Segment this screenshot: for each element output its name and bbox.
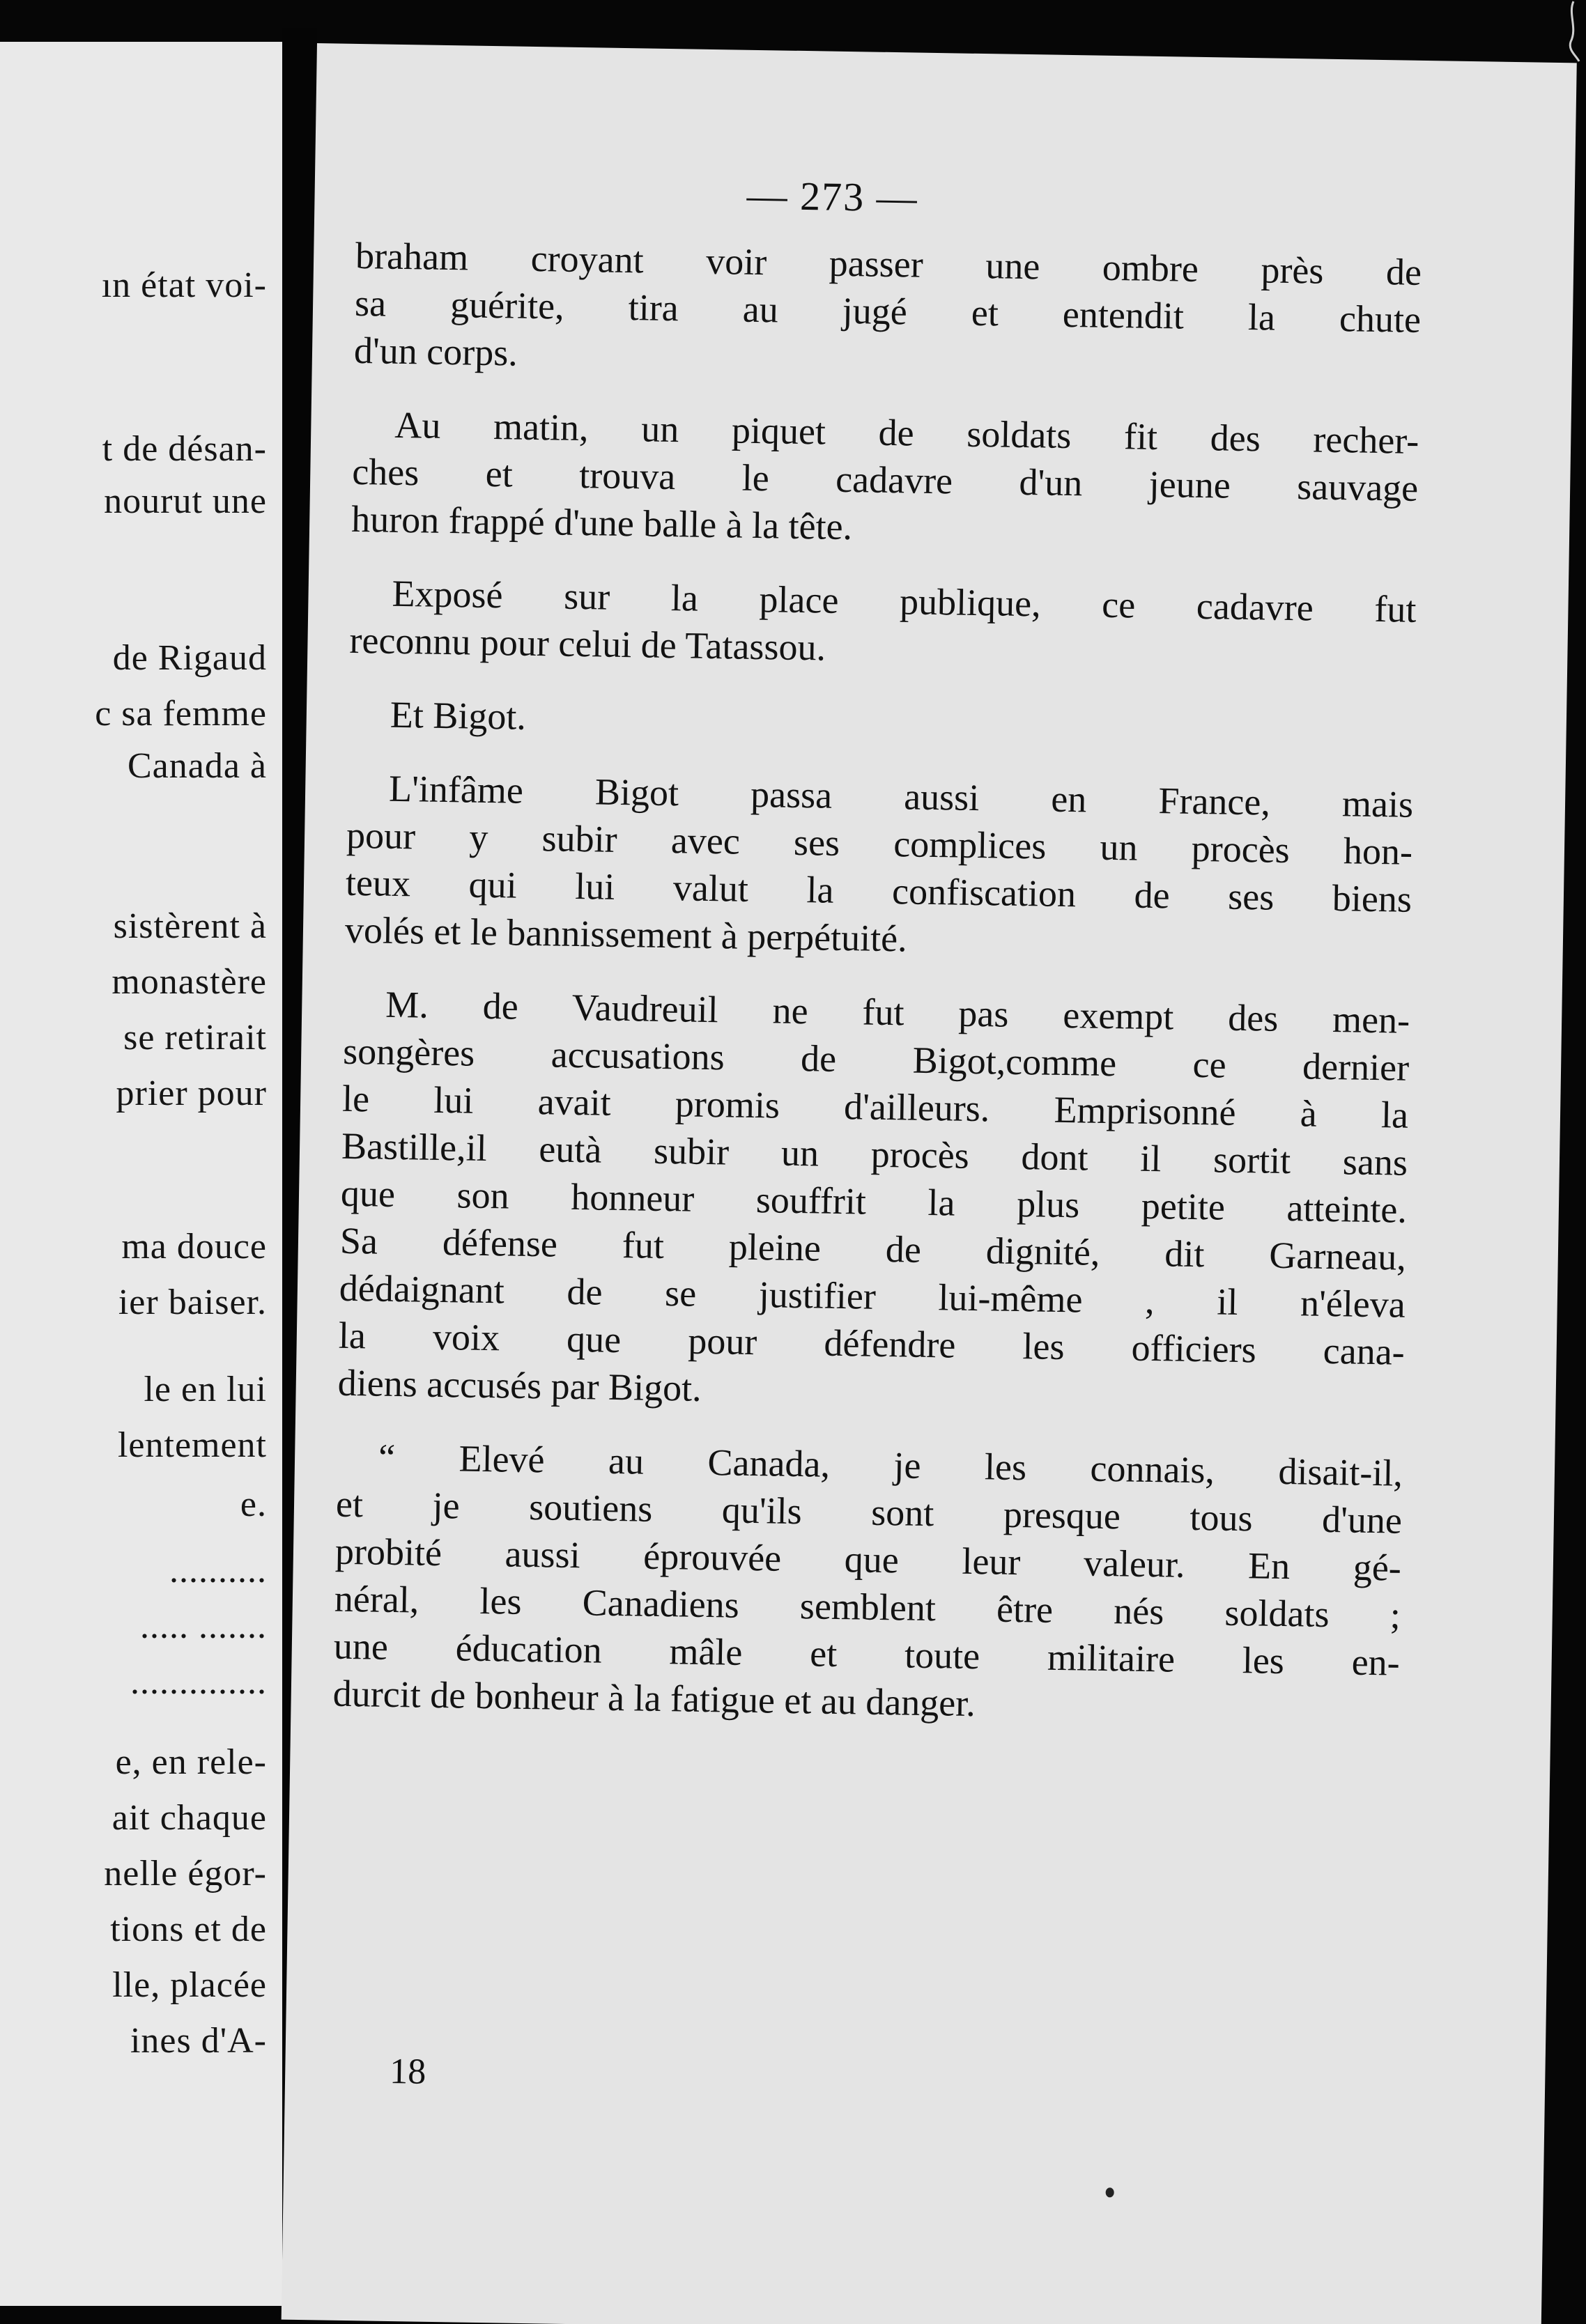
left-line: t de désan-	[102, 429, 267, 469]
left-line: ..........	[169, 1551, 267, 1590]
text-line: le lui avait promis d'ailleurs. Emprisonné à la	[341, 1077, 1409, 1136]
page-body-text	[332, 232, 1422, 1734]
left-line: de Rigaud	[112, 638, 267, 678]
text-line: ches et trouva le cadavre d'un jeune sauvage	[351, 450, 1419, 509]
text-line: que son honneur souffrit la plus petite atteinte.	[340, 1172, 1408, 1231]
left-line: monastère	[111, 962, 267, 1002]
text-line: pour y subir avec ses complices un procès hon-	[346, 814, 1413, 873]
signature-mark: 18	[389, 2052, 426, 2092]
text-line: volés et le bannissement à perpétuité.	[344, 908, 908, 960]
left-line: le en lui	[144, 1370, 267, 1409]
text-line: M. de Vaudreuil ne fut pas exempt des men-	[385, 983, 1410, 1041]
text-line: sa guérite, tira au jugé et entendit la chute	[354, 281, 1422, 341]
text-line: reconnu pour celui de Tatassou.	[349, 619, 826, 669]
left-line: nelle égor-	[104, 1854, 267, 1893]
left-line: ..............	[130, 1662, 267, 1702]
left-line: ines d'A-	[130, 2021, 267, 2061]
text-line: L'infâme Bigot passa aussi en France, mais	[388, 767, 1414, 826]
left-line: lentement	[117, 1425, 267, 1465]
left-line: sistèrent à	[113, 906, 267, 946]
left-line: c sa femme	[95, 694, 267, 734]
text-line: durcit de bonheur à la fatigue et au danger.	[332, 1672, 976, 1725]
text-line: une éducation mâle et toute militaire les en-	[333, 1625, 1401, 1684]
text-line: Sa défense fut pleine de dignité, dit Garneau,	[339, 1219, 1407, 1278]
left-line: e.	[240, 1485, 267, 1524]
left-page-fragment	[0, 42, 282, 2306]
text-line: probité aussi éprouvée que leur valeur. En gé-	[334, 1530, 1402, 1589]
left-line: prier pour	[116, 1074, 267, 1113]
text-line: Et Bigot.	[390, 693, 527, 738]
text-line: teux qui lui valut la confiscation de ses biens	[345, 861, 1412, 920]
text-line: d'un corps.	[353, 329, 518, 374]
left-line: lle, placée	[112, 1965, 267, 2005]
right-page	[282, 43, 1577, 2324]
ink-spot	[1106, 2187, 1114, 2197]
left-line: ait chaque	[111, 1798, 267, 1838]
left-line: ier baiser.	[118, 1283, 267, 1322]
text-line: Bastille,il eutà subir un procès dont il sortit sans	[341, 1124, 1408, 1184]
left-line: tions et de	[110, 1909, 267, 1949]
text-line: la voix que pour défendre les officiers cana-	[338, 1314, 1406, 1373]
left-line: ma douce	[121, 1227, 267, 1266]
left-line: e, en rele-	[115, 1742, 267, 1782]
left-line: se retirait	[123, 1018, 267, 1058]
text-line: songères accusations de Bigot,comme ce dernier	[342, 1030, 1410, 1089]
text-line: Au matin, un piquet de soldats fit des recher-	[394, 403, 1419, 462]
left-line: ..... .......	[140, 1606, 267, 1646]
text-line: Exposé sur la place publique, ce cadavre fut	[392, 572, 1417, 630]
page-number: — 273 —	[746, 172, 919, 221]
text-line: huron frappé d'une balle à la tête.	[351, 497, 853, 548]
text-line: braham croyant voir passer une ombre près de	[355, 234, 1422, 293]
left-line: Canada à	[127, 746, 267, 786]
text-line: diens accusés par Bigot.	[337, 1361, 702, 1409]
text-line: dédaignant de se justifier lui-même , il n'éleva	[339, 1266, 1406, 1326]
corner-scratch-mark	[1561, 0, 1582, 63]
left-line: nourut une	[104, 481, 267, 521]
left-line: ın état voi-	[101, 265, 267, 305]
text-line: “ Elevé au Canada, je les connais, disait-il,	[378, 1436, 1403, 1494]
text-line: néral, les Canadiens semblent être nés soldats ;	[334, 1577, 1401, 1636]
text-line: et je soutiens qu'ils sont presque tous d'une	[335, 1482, 1403, 1542]
